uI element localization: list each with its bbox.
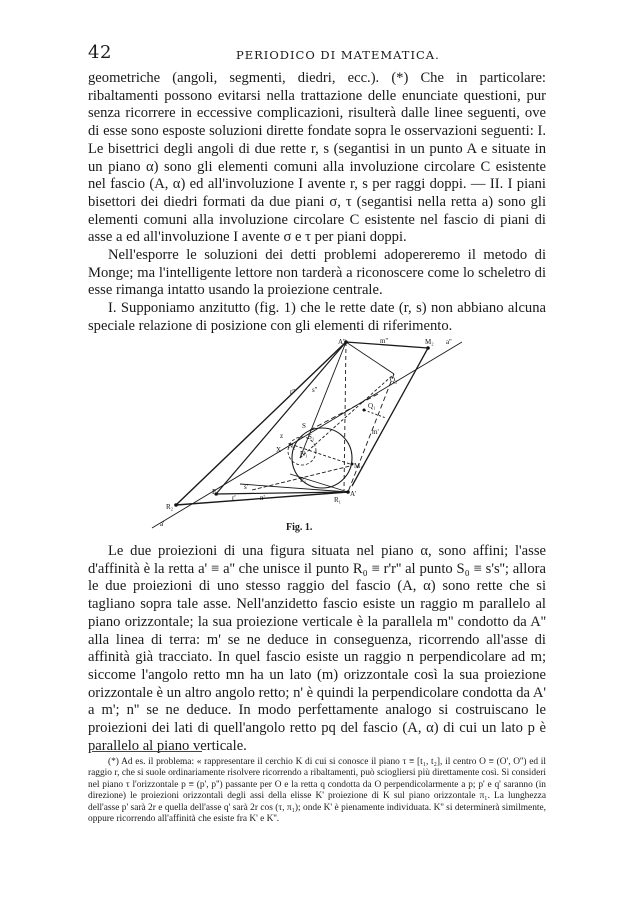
- paragraph: geometriche (angoli, segmenti, diedri, ecc.). (*) Che in particolare: ribaltamenti possono evitarsi nella trattazione delle enunciate questioni, pur senza ricorrere in eccessive complicazioni, risulterà dalle linee seguenti, ove di esse sono esposte soluzioni dirette fondate sopra le osservazioni seguenti: I. Le bisettrici degli angoli di due rette r, s (segantisi in un punto A e situate in un piano α) sono gli elementi comuni alla involuzione circolare C esistente nel fascio (A, α) ed all'involuzione I avente r, s per raggi doppi. — II. I piani bisettori dei diedri formati da due piani σ, τ (segantisi nella retta a) sono gli elementi comuni alla involuzione circolare C esistente nel fascio di piani di asse a ed all'involuzione I avente σ e τ per piani doppi.: [88, 70, 546, 246]
- footnote-text: (*) Ad es. il problema: « rappresentare il cerchio K di cui si conosce il piano τ ≡ [t₁, t₂], il centro O ≡ (O', O'') ed il raggio r, che si suole ordinariamente risolvere ricorrendo a ribaltamenti, può sciogliersi più direttamente così. Si consideri nel piano τ l'orizzontale p ≡ (p', p'') passante per O e la retta q condotta da O perpendicolarmente a p; p' e q' saranno (in direzione) le proiezioni orizzontali degli assi della elisse K' proiezione di K sul piano orizzontale π₁. La lunghezza dell'asse p' sarà 2r e quella dell'asse q' sarà 2r cos (τ, π₁); onde K' è pienamente individuata. K'' si determinerà similmente, oppure ricorrendo all'affinità che esiste fra K' e K''.: [88, 757, 546, 825]
- geometric-construction-diagram: [140, 334, 470, 530]
- body-text-top: [88, 70, 546, 336]
- label-r-double-prime: r'': [290, 388, 295, 396]
- dashed-line: [290, 444, 350, 464]
- paragraph: Nell'esporre le soluzioni dei detti problemi adopereremo il metodo di Monge; ma l'intelligente lettore non tarderà a riconoscere come lo scheletro di esse rimanga intatto usando la proiezione centrale.: [88, 247, 546, 299]
- label-s-prime: s': [244, 483, 248, 491]
- paragraph: Le due proiezioni di una figura situata nel piano α, sono affini; l'asse d'affinità è la retta a' ≡ a'' che unisce il punto R₀ ≡ r'r'' al punto S₀ ≡ s's''; allora le due proiezioni di uno stesso raggio del fascio (A, α) sono rette che si tagliano sopra tale asse. Nell'anzidetto fascio esiste un raggio m parallelo al piano orizzontale; la sua proiezione verticale è la parallela m'' condotto da A'' alla linea di terra: m' se ne deduce in conseguenza, ricorrendo all'asse di affinità già tracciato. In quel fascio esiste un raggio n perpendicolare ad m; siccome l'angolo retto mn ha un lato (m) orizzontale così la sua proiezione orizzontale è un altro angolo retto; n' è quindi la perpendicolare condotta da A' a m'; n'' se ne deduce. In modo perfettamente analogo si costruiscano le proiezioni dei lati di quell'angolo retto pq del fascio (A, α) di cui un lato p è parallelo al piano verticale.: [88, 543, 546, 754]
- label-r-prime: r': [232, 494, 236, 502]
- line-p: [240, 484, 348, 492]
- label-m2: M₂: [425, 338, 434, 346]
- label-p1: P₁: [300, 476, 307, 484]
- paragraph: I. Supponiamo anzitutto (fig. 1) che le rette date (r, s) non abbiano alcuna speciale relazione di posizione con gli elementi di riferimento.: [88, 300, 546, 334]
- label-p2: P₂: [212, 488, 219, 496]
- label-n1: N₁: [300, 450, 308, 458]
- projection-line: [344, 342, 346, 490]
- label-a-prime: A': [350, 490, 357, 498]
- footnote: [88, 757, 546, 825]
- body-text-bottom: [88, 543, 546, 755]
- line-s-double-prime: [216, 342, 346, 494]
- label-m-double-prime: m'': [380, 337, 388, 345]
- label-s-double-prime: s'': [312, 386, 318, 394]
- label-n2: N₂: [288, 442, 296, 450]
- dashed-line: [310, 394, 378, 430]
- label-q1: Q₁: [368, 402, 376, 410]
- footnote-rule: [92, 751, 202, 752]
- label-z: z: [280, 432, 284, 440]
- label-r2: R₂: [166, 503, 174, 511]
- line-n-double-prime: [300, 342, 346, 458]
- line-r-double-prime: [176, 342, 346, 505]
- dashed-line: [348, 374, 394, 492]
- label-s: S: [302, 422, 306, 430]
- label-a-axis-bottom: a': [160, 520, 165, 528]
- label-n-prime: n': [260, 494, 265, 502]
- line-m-prime: [352, 348, 428, 486]
- label-q2: Q₂: [390, 376, 398, 384]
- label-m-prime: m': [372, 428, 379, 436]
- page-header: [88, 42, 548, 66]
- label-a-double-prime: A'': [338, 338, 346, 346]
- label-s1: S₁: [308, 433, 315, 441]
- label-x: X: [276, 446, 282, 454]
- running-title: PERIODICO DI MATEMATICA.: [236, 48, 440, 62]
- dashed-line: [364, 410, 386, 418]
- label-a-axis-top: a'': [446, 338, 452, 346]
- figure-caption: Fig. 1.: [286, 522, 313, 533]
- label-m1: M₁: [354, 462, 363, 470]
- label-r1: R₁: [334, 496, 342, 504]
- page-number: 42: [88, 42, 112, 63]
- figure-1: [140, 334, 470, 530]
- line-q: [346, 342, 394, 374]
